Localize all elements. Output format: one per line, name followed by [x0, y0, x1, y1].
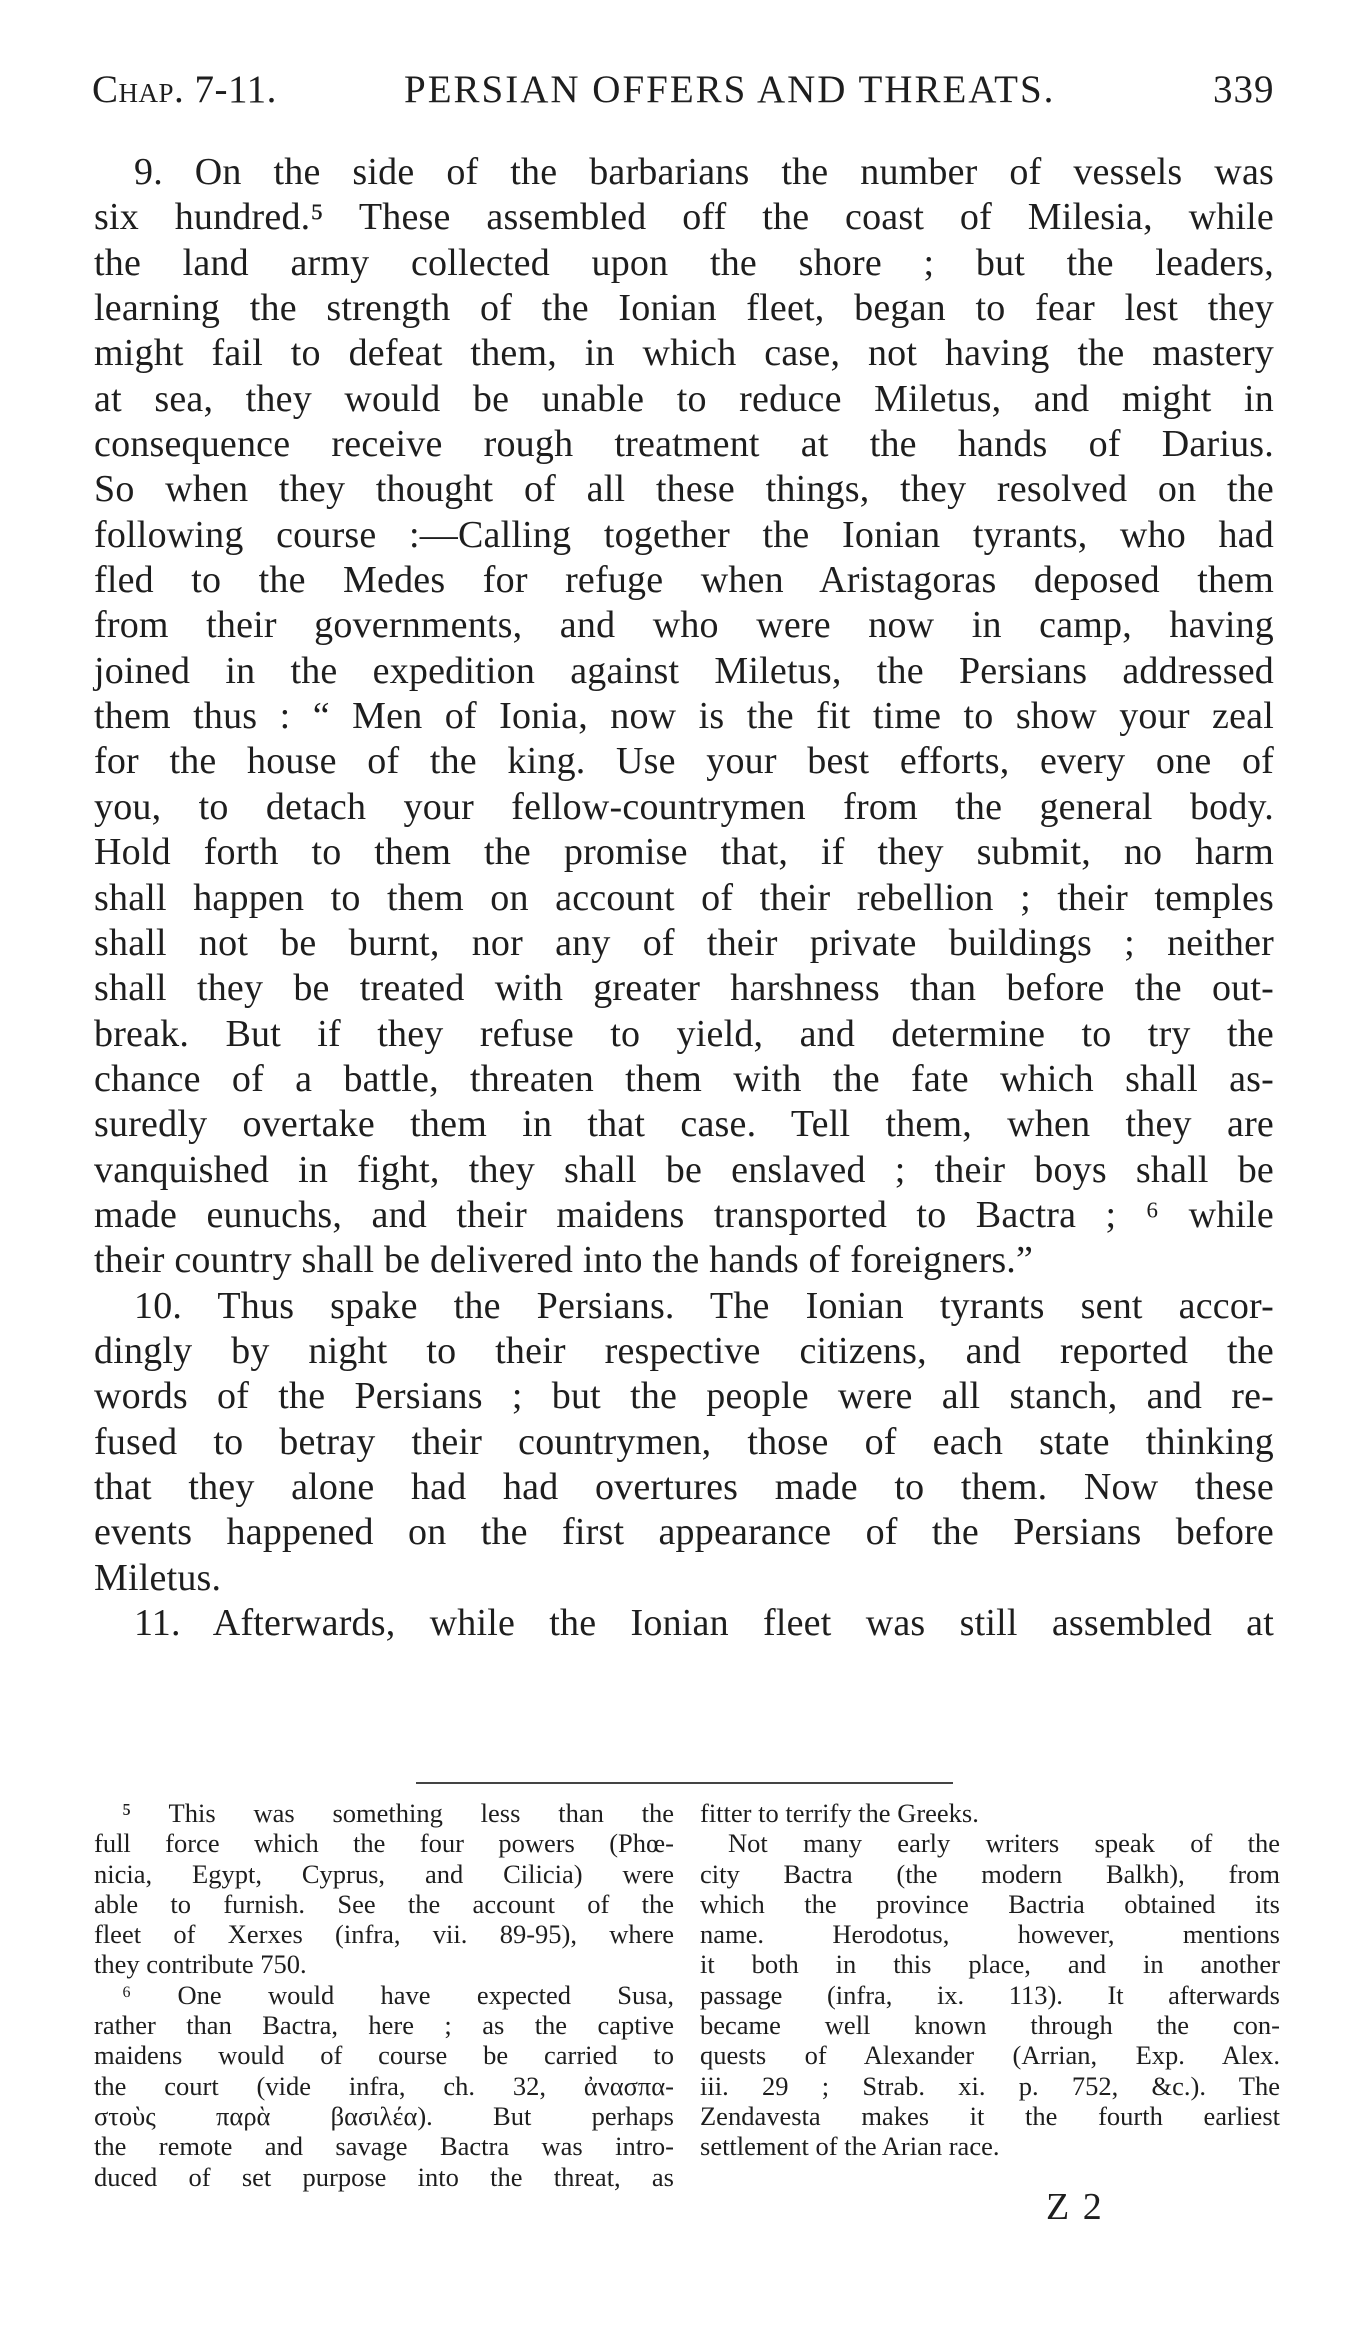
text-line: shall happen to them on account of their rebellion ; their temples — [94, 876, 1274, 919]
text-line: made eunuchs, and their maidens transported to Bactra ; ⁶ while — [94, 1193, 1274, 1236]
text-line: So when they thought of all these things, they resolved on the — [94, 468, 1274, 511]
running-title: PERSIAN OFFERS AND THREATS. — [404, 68, 1056, 111]
text-line: that they alone had had overtures made to them. Now these — [94, 1465, 1274, 1508]
text-line: chance of a battle, threaten them with the fate which shall as- — [94, 1057, 1274, 1100]
signature-mark: Z 2 — [1046, 2186, 1104, 2228]
footnote-line: city Bactra (the modern Balkh), from — [700, 1858, 1280, 1889]
text-line: 10. Thus spake the Persians. The Ionian tyrants sent accor- — [134, 1284, 1274, 1327]
text-line: their country shall be delivered into the hands of foreigners.” — [94, 1239, 1034, 1282]
text-line: Miletus. — [94, 1556, 222, 1599]
text-line: consequence receive rough treatment at the hands of Darius. — [94, 423, 1274, 466]
footnote-line: it both in this place, and in another — [700, 1949, 1280, 1980]
text-line: suredly overtake them in that case. Tell them, when they are — [94, 1103, 1274, 1146]
text-line: them thus : “ Men of Ionia, now is the fit time to show your zeal — [94, 695, 1274, 738]
footnote-line: name. Herodotus, however, mentions — [700, 1919, 1280, 1950]
text-line: break. But if they refuse to yield, and determine to try the — [94, 1012, 1274, 1055]
text-line: fused to betray their countrymen, those of each state thinking — [94, 1420, 1274, 1463]
footnotes-left-column — [94, 1798, 674, 2192]
footnote-line: στοὺς παρὰ βασιλέα). But perhaps — [94, 2100, 674, 2131]
text-line: at sea, they would be unable to reduce Miletus, and might in — [94, 377, 1274, 420]
footnote-line: ⁵ This was something less than the — [122, 1798, 674, 1828]
footnotes-right-column — [700, 1798, 1280, 2162]
text-line: six hundred.⁵ These assembled off the coast of Milesia, while — [94, 196, 1274, 239]
text-line: shall they be treated with greater harshness than before the out- — [94, 967, 1274, 1010]
footnote-line: iii. 29 ; Strab. xi. p. 752, &c.). The — [700, 2070, 1280, 2101]
text-line: events happened on the first appearance of the Persians before — [94, 1511, 1274, 1554]
footnote-line: passage (infra, ix. 113). It afterwards — [700, 1979, 1280, 2010]
footnote-line: settlement of the Arian race. — [700, 2131, 1000, 2162]
text-line: joined in the expedition against Miletus, the Persians addressed — [94, 649, 1274, 692]
footnote-line: full force which the four powers (Phœ- — [94, 1828, 674, 1859]
footnote-line: maidens would of course be carried to — [94, 2040, 674, 2071]
text-line: might fail to defeat them, in which case, not having the mastery — [94, 332, 1274, 375]
footnote-line: Not many early writers speak of the — [728, 1828, 1280, 1859]
chapter-reference: Chap. 7-11. — [92, 68, 277, 111]
footnote-line: quests of Alexander (Arrian, Exp. Alex. — [700, 2040, 1280, 2071]
text-line: vanquished in fight, they shall be enslaved ; their boys shall be — [94, 1148, 1274, 1191]
text-line: the land army collected upon the shore ; but the leaders, — [94, 241, 1274, 284]
footnote-line: became well known through the con- — [700, 2010, 1280, 2041]
text-line: words of the Persians ; but the people were all stanch, and re- — [94, 1375, 1274, 1418]
footnote-line: fitter to terrify the Greeks. — [700, 1798, 979, 1828]
footnote-line: rather than Bactra, here ; as the captive — [94, 2010, 674, 2041]
text-line: 11. Afterwards, while the Ionian fleet was still assembled at — [134, 1602, 1274, 1644]
text-line: following course :—Calling together the Ionian tyrants, who had — [94, 513, 1274, 556]
footnote-line: which the province Bactria obtained its — [700, 1888, 1280, 1919]
text-line: dingly by night to their respective citizens, and reported the — [94, 1329, 1274, 1372]
main-text — [94, 150, 1274, 1646]
footnote-line: fleet of Xerxes (infra, vii. 89-95), where — [94, 1919, 674, 1950]
footnote-divider — [416, 1782, 953, 1784]
text-line: 9. On the side of the barbarians the number of vessels was — [134, 151, 1274, 193]
text-line: fled to the Medes for refuge when Aristagoras deposed them — [94, 559, 1274, 602]
footnote-line: Zendavesta makes it the fourth earliest — [700, 2100, 1280, 2131]
footnote-line: they contribute 750. — [94, 1949, 307, 1980]
footnote-line: able to furnish. See the account of the — [94, 1888, 674, 1919]
text-line: learning the strength of the Ionian fleet, began to fear lest they — [94, 287, 1274, 330]
text-line: for the house of the king. Use your best efforts, every one of — [94, 740, 1274, 783]
footnote-line: ⁶ One would have expected Susa, — [122, 1979, 674, 2010]
footnote-line: the remote and savage Bactra was intro- — [94, 2131, 674, 2162]
footnote-line: nicia, Egypt, Cyprus, and Cilicia) were — [94, 1858, 674, 1889]
text-line: from their governments, and who were now in camp, having — [94, 604, 1274, 647]
footnote-line: the court (vide infra, ch. 32, ἀνασπα- — [94, 2070, 674, 2101]
page-number: 339 — [1213, 68, 1275, 111]
text-line: shall not be burnt, nor any of their private buildings ; neither — [94, 921, 1274, 964]
text-line: you, to detach your fellow-countrymen from the general body. — [94, 785, 1274, 828]
footnote-line: duced of set purpose into the threat, as — [94, 2161, 674, 2192]
text-line: Hold forth to them the promise that, if they submit, no harm — [94, 831, 1274, 874]
